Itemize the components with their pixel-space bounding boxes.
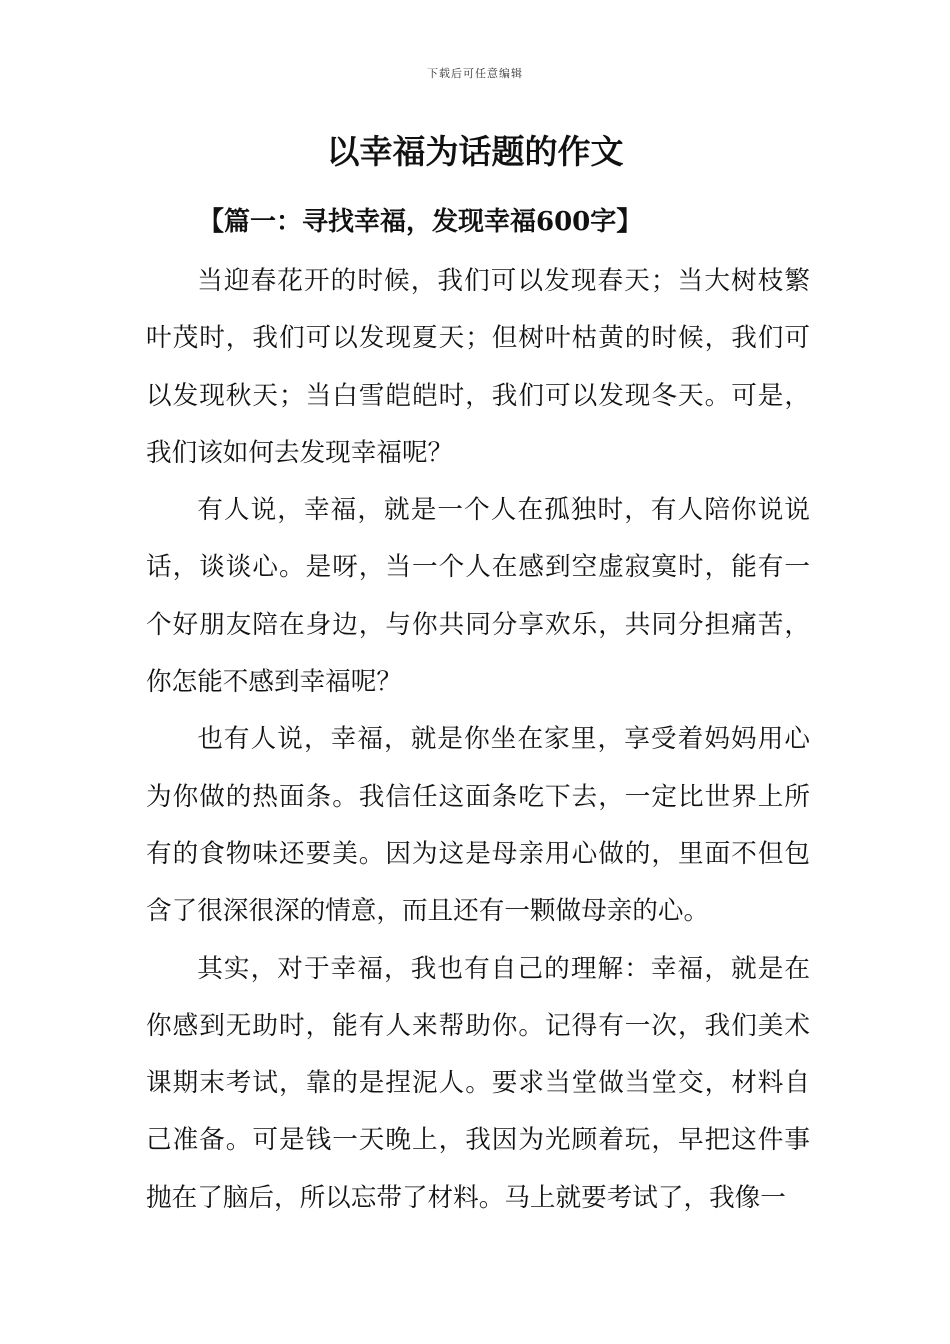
paragraph: 有人说，幸福，就是一个人在孤独时，有人陪你说说话，谈谈心。是呀，当一个人在感到空虚寂寞时，能有一个好朋友陪在身边，与你共同分享欢乐，共同分担痛苦，你怎能不感到幸福呢？ [146, 495, 810, 698]
paragraph: 其实，对于幸福，我也有自己的理解：幸福，就是在你感到无助时，能有人来帮助你。记得有一次，我们美术课期末考试，靠的是捏泥人。要求当堂做当堂交，材料自己准备。可是钱一天晚上，我因为光顾着玩，早把这件事抛在了脑后，所以忘带了材料。马上就要考试了，我像一 [146, 953, 810, 1213]
document-title: 以幸福为话题的作文 [326, 132, 624, 171]
paragraph: 当迎春花开的时候，我们可以发现春天；当大树枝繁叶茂时，我们可以发现夏天；但树叶枯黄的时候，我们可以发现秋天；当白雪皑皑时，我们可以发现冬天。可是，我们该如何去发现幸福呢？ [146, 266, 810, 468]
document-body [146, 253, 810, 1227]
paragraph: 也有人说，幸福，就是你坐在家里，享受着妈妈用心为你做的热面条。我信任这面条吃下去，一定比世界上所有的食物味还要美。因为这是母亲用心做的，里面不但包含了很深很深的情意，而且还有一颗做母亲的心。 [146, 724, 810, 927]
section-heading: 【篇一：寻找幸福，发现幸福600字】 [198, 207, 643, 237]
page-header-note: 下载后可任意编辑 [427, 67, 523, 80]
